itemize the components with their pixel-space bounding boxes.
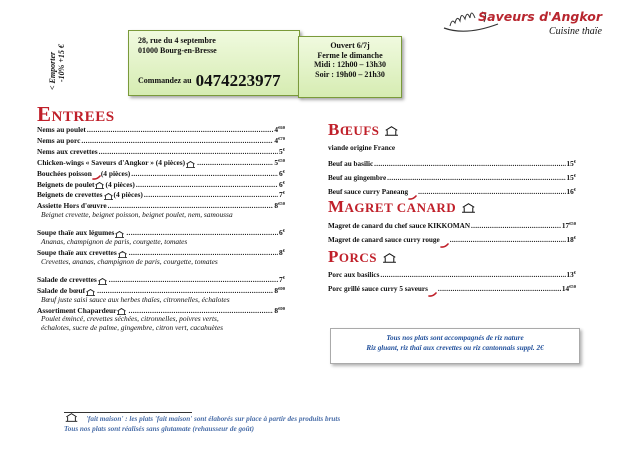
address-street: 28, rue du 4 septembre <box>138 36 216 45</box>
item-description: échalotes, sucre de palme, gingembre, citron vert, cacahuètes <box>41 323 224 333</box>
menu-item <box>328 156 576 170</box>
item-label: Bouchées poisson <box>37 168 92 178</box>
fait-maison-icon <box>104 193 113 200</box>
item-label: Nems aux crevettes <box>37 146 98 156</box>
menu-item <box>328 218 576 232</box>
entrees-title-initial: E <box>37 102 52 126</box>
magret-title-initial: M <box>328 197 345 216</box>
item-label: Beuf au basilic <box>328 160 374 168</box>
porcs-list <box>328 267 576 295</box>
brand <box>478 9 602 37</box>
phone-number[interactable]: 0474223977 <box>195 71 281 91</box>
hours-closed: Ferme le dimanche <box>317 50 383 60</box>
boeufs-title-rest: ŒUFS <box>339 123 380 138</box>
item-price: 5€ <box>279 146 285 156</box>
chili-icon <box>92 174 101 179</box>
item-description: Crevettes, ananas, champignon de paris, courgette, tomates <box>41 256 218 266</box>
takeaway-note <box>48 14 88 94</box>
item-price: $8^{€50}$ <box>274 201 285 211</box>
fait-maison-icon <box>95 182 104 189</box>
item-label: Beuf sauce curry Paneang <box>328 188 409 196</box>
menu-item <box>37 274 285 285</box>
item-label: Chicken-wings « Saveurs d'Angkor » (4 pièces) <box>37 157 186 167</box>
item-price: 6€ <box>279 228 285 238</box>
order-line <box>138 71 290 91</box>
item-label: Beignets de crevettes <box>37 190 103 200</box>
address-city: 01000 Bourg-en-Bresse <box>138 46 217 55</box>
hours-dinner: Soir : 19h00 – 21h30 <box>315 69 385 79</box>
item-label: Assortiment Chapardeur <box>37 305 117 315</box>
brand-subtitle: Cuisine thaïe <box>548 26 602 37</box>
item-description: Ananas, champignon de paris, courgette, tomates <box>41 237 188 247</box>
fait-maison-icon <box>383 253 396 263</box>
item-label: Beignets de poulet <box>37 179 95 189</box>
hours-box <box>298 36 402 98</box>
rice-note-line1: Tous nos plats sont accompagnés de riz nature <box>386 334 524 342</box>
boeufs-title-initial: B <box>328 120 340 139</box>
item-label-extra: (4 pièces) <box>100 168 131 178</box>
item-label: Soupe thaïe aux crevettes <box>37 247 117 257</box>
menu-item <box>328 232 576 246</box>
rice-note-box <box>330 328 580 364</box>
chili-icon <box>440 241 449 246</box>
item-label: Salade de bœuf <box>37 285 86 295</box>
item-price: $8^{€00}$ <box>274 305 285 315</box>
item-description: Beignet crevette, beignet poisson, beignet poulet, nem, samoussa <box>41 210 233 220</box>
item-label: Salade de crevettes <box>37 274 97 284</box>
menu-item <box>37 168 285 179</box>
magret-title-rest: AGRET CANARD <box>344 200 457 215</box>
hours-lunch: Midi : 12h00 – 13h30 <box>313 60 386 69</box>
menu-item <box>328 170 576 184</box>
item-description: Poulet émincé, crevettes séchées, citronnelles, poivres verts, <box>41 314 219 324</box>
item-label: Assiette Hors d'œuvre <box>37 201 107 211</box>
item-label: Porc aux basilics <box>328 271 380 279</box>
boeufs-list <box>328 156 576 198</box>
item-price: 18€ <box>566 235 576 244</box>
fait-maison-icon <box>462 203 475 213</box>
menu-item <box>328 267 576 281</box>
fait-maison-icon <box>186 161 195 168</box>
takeaway-discount: -10% +15 € <box>57 44 66 82</box>
footer-line2: Tous nos plats sont réalisés sans glutamate (rehausseur de goût) <box>64 425 255 433</box>
item-price: $4^{€70}$ <box>274 135 285 145</box>
footer-fait-maison-text: 'fait maison' : les plats 'fait maison' sont élaborés sur place à partir des produits bruts <box>86 415 341 423</box>
menu-item <box>328 184 576 198</box>
brand-name: Saveurs d'Angkor <box>478 9 602 24</box>
magret-title <box>328 197 476 217</box>
item-price: 16€ <box>566 187 576 196</box>
item-price: $17^{€50}$ <box>561 221 576 230</box>
item-label: Magret de canard sauce curry rouge <box>328 236 440 244</box>
menu-item <box>37 135 285 146</box>
magret-list <box>328 218 576 246</box>
menu-item <box>37 179 285 190</box>
takeaway-label: Emporter <box>48 51 57 84</box>
menu-item <box>37 189 285 200</box>
menu-item <box>37 124 285 135</box>
boeufs-title <box>328 120 399 140</box>
footer-line1 <box>64 413 340 424</box>
item-description: Bœuf juste saisi sauce aux herbes thaïes, citronnelles, échalotes <box>41 294 230 304</box>
item-price: $8^{€00}$ <box>274 285 285 295</box>
item-label: Porc grillé sauce curry 5 saveurs <box>328 285 428 293</box>
porcs-title-rest: ORCS <box>338 250 378 265</box>
order-label: Commandez au <box>138 76 192 85</box>
item-price: $5^{€50}$ <box>274 157 285 167</box>
fait-maison-icon <box>65 413 78 422</box>
item-price: 8€ <box>279 247 285 257</box>
item-price: $14^{€50}$ <box>561 284 576 293</box>
menu-item <box>328 281 576 295</box>
rice-note-line2: Riz gluant, riz thaï aux crevettes ou riz cantonnais suppl. 2€ <box>366 344 544 352</box>
boeufs-origin: viande origine France <box>328 144 396 152</box>
fait-maison-icon <box>98 278 107 285</box>
item-price: 15€ <box>566 159 576 168</box>
item-price: 7€ <box>279 190 285 200</box>
menu-item <box>37 285 285 296</box>
porcs-title <box>328 247 397 267</box>
item-label: Nems au poulet <box>37 125 86 134</box>
entrees-title-rest: NTREES <box>51 109 115 125</box>
item-price: 6€ <box>279 179 285 189</box>
item-price: $4^{€60}$ <box>274 125 285 134</box>
item-price: 13€ <box>566 270 576 279</box>
item-label: Soupe thaïe aux légumes <box>37 228 115 238</box>
footer <box>64 413 340 434</box>
item-label: Beuf au gingembre <box>328 174 387 182</box>
item-label-extra: (4 pièces) <box>105 179 135 189</box>
item-price: 6€ <box>279 168 285 178</box>
item-label: Magret de canard du chef sauce KIKKOMAN <box>328 222 471 230</box>
hours-open: Ouvert 6/7j <box>330 41 370 50</box>
menu-item <box>37 157 285 168</box>
item-label: Nems au porc <box>37 135 81 145</box>
menu-item <box>37 146 285 157</box>
item-price: 15€ <box>566 173 576 182</box>
item-label-extra: (4 pièces) <box>113 190 143 200</box>
takeaway-arrow: < <box>48 85 57 90</box>
address-box <box>128 30 300 96</box>
fait-maison-icon <box>385 126 398 136</box>
porcs-title-initial: P <box>328 247 339 266</box>
chili-icon <box>428 290 437 295</box>
entrees-list <box>37 124 285 333</box>
item-price: 7€ <box>279 274 285 284</box>
